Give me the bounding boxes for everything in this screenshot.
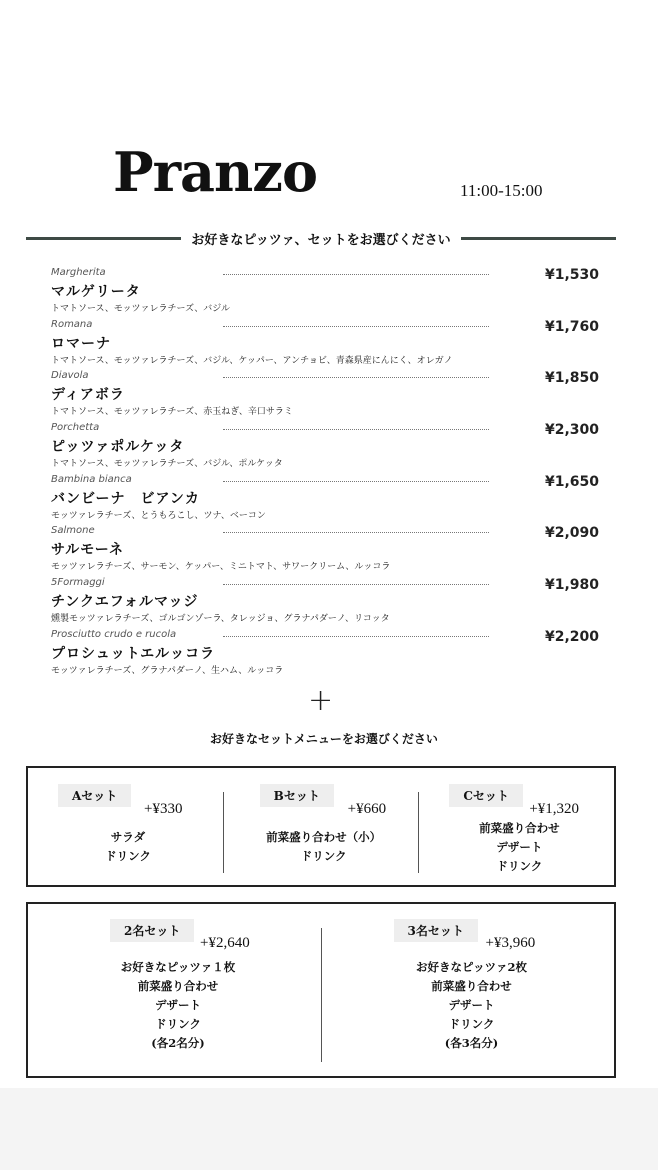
dot-leader: [223, 377, 489, 378]
item-italian-name: Prosciutto crudo e rucola: [51, 628, 177, 640]
dot-leader: [223, 326, 489, 327]
set-price: +¥3,960: [485, 935, 536, 951]
section-heading: [26, 226, 616, 250]
item-price: ¥1,650: [544, 473, 599, 490]
item-italian-name: 5Formaggi: [51, 577, 105, 589]
set-label: Bセット: [260, 784, 334, 807]
set-line: 前菜盛り合わせ（小）: [266, 830, 382, 844]
item-description: トマトソース、モッツァレラチーズ、バジル: [51, 304, 231, 314]
dot-leader: [223, 636, 489, 637]
item-japanese-name: サルモーネ: [51, 542, 125, 559]
set-option-c: [419, 768, 614, 885]
item-price: ¥2,090: [544, 525, 599, 542]
group-set-two: [28, 904, 321, 1076]
item-price: ¥1,760: [544, 318, 599, 335]
set-price: +¥2,640: [200, 935, 250, 951]
set-contents: [224, 828, 424, 866]
item-price: ¥2,200: [544, 628, 599, 645]
item-description: トマトソース、モッツァレラチーズ、赤玉ねぎ、辛口サラミ: [51, 407, 293, 418]
item-japanese-name: ディアボラ: [51, 387, 125, 404]
dot-leader: [223, 532, 489, 533]
item-italian-name: Bambina bianca: [51, 473, 132, 485]
item-price: ¥1,850: [544, 370, 599, 387]
group-set-three: [322, 904, 615, 1076]
pizza-menu-list: [51, 267, 601, 681]
item-description: トマトソース、モッツァレラチーズ、バジル、ケッパー、アンチョビ、青森県産にんにく、オレガノ: [51, 355, 453, 366]
set-contents: [28, 828, 228, 866]
item-italian-name: Porchetta: [51, 422, 100, 434]
set-contents: [419, 819, 619, 876]
menu-item: [51, 267, 601, 319]
menu-item: [51, 319, 601, 371]
menu-item: [51, 474, 601, 526]
heading-rule-left: [26, 237, 181, 240]
section-heading-text: お好きなピッツァ、セットをお選びください: [191, 232, 451, 248]
set-line: デザート: [496, 840, 543, 854]
item-italian-name: Romana: [51, 318, 93, 330]
bottom-band: [0, 1088, 658, 1170]
plus-icon: +: [308, 683, 334, 718]
set-label: 3名セット: [394, 919, 478, 942]
set-contents: [28, 958, 328, 1053]
menu-item: [51, 422, 601, 474]
page-title: Pranzo: [113, 140, 317, 204]
menu-item: [51, 525, 601, 577]
set-label: 2名セット: [110, 919, 194, 942]
item-description: モッツァレラチーズ、グラナパダーノ、生ハム、ルッコラ: [51, 665, 284, 676]
set-line: ドリンク: [155, 1017, 201, 1031]
set-line: 前菜盛り合わせ: [137, 979, 219, 993]
set-line: 前菜盛り合わせ: [479, 821, 560, 835]
opening-hours: 11:00-15:00: [460, 181, 543, 200]
item-japanese-name: チンクエフォルマッジ: [51, 594, 199, 611]
item-description: トマトソース、モッツァレラチーズ、バジル、ポルケッタ: [51, 459, 283, 470]
set-line: ドリンク: [496, 859, 543, 873]
item-italian-name: Salmone: [51, 525, 95, 537]
set-price: +¥330: [144, 801, 183, 817]
item-price: ¥1,530: [544, 267, 599, 283]
set-price: +¥1,320: [529, 801, 580, 817]
item-japanese-name: ロマーナ: [51, 335, 111, 352]
dot-leader: [223, 481, 489, 482]
set-menu-heading: お好きなセットメニューをお選びください: [210, 732, 438, 746]
set-price: +¥660: [347, 801, 387, 817]
set-label: Cセット: [449, 784, 523, 807]
item-description: 燻製モッツァレラチーズ、ゴルゴンゾーラ、タレッジョ、グラナパダーノ、リコッタ: [51, 614, 390, 625]
dot-leader: [223, 274, 489, 275]
group-sets-box: [26, 902, 616, 1078]
set-line: サラダ: [110, 830, 146, 844]
item-italian-name: Margherita: [51, 267, 106, 278]
menu-item: [51, 629, 601, 681]
set-line: ドリンク: [105, 849, 151, 863]
menu-item: [51, 370, 601, 422]
set-label: Aセット: [58, 784, 131, 807]
set-options-box: [26, 766, 616, 887]
set-line: (各2名分): [151, 1036, 205, 1050]
dot-leader: [223, 584, 489, 585]
item-description: モッツァレラチーズ、サーモン、ケッパー、ミニトマト、サワークリーム、ルッコラ: [51, 562, 391, 573]
heading-rule-right: [461, 237, 616, 240]
item-japanese-name: プロシュットエルッコラ: [51, 645, 216, 662]
set-line: お好きなピッツァ１枚: [120, 960, 236, 974]
item-japanese-name: ピッツァポルケッタ: [51, 439, 185, 456]
item-price: ¥1,980: [544, 577, 599, 594]
set-line: デザート: [155, 998, 201, 1012]
set-line: お好きなピッツァ2枚: [416, 960, 527, 974]
set-line: デザート: [448, 998, 495, 1012]
set-line: (各3名分): [444, 1036, 499, 1050]
set-option-a: [28, 768, 223, 885]
menu-item: [51, 577, 601, 629]
set-option-b: [224, 768, 419, 885]
set-line: ドリンク: [448, 1017, 495, 1031]
item-price: ¥2,300: [544, 422, 599, 439]
set-line: ドリンク: [300, 849, 347, 863]
set-contents: [322, 958, 622, 1053]
dot-leader: [223, 429, 489, 430]
set-line: 前菜盛り合わせ: [431, 979, 512, 993]
item-italian-name: Diavola: [51, 370, 89, 382]
item-japanese-name: マルゲリータ: [51, 284, 141, 300]
item-description: モッツァレラチーズ、とうもろこし、ツナ、ベーコン: [51, 510, 266, 521]
item-japanese-name: バンビーナ ビアンカ: [51, 490, 200, 507]
